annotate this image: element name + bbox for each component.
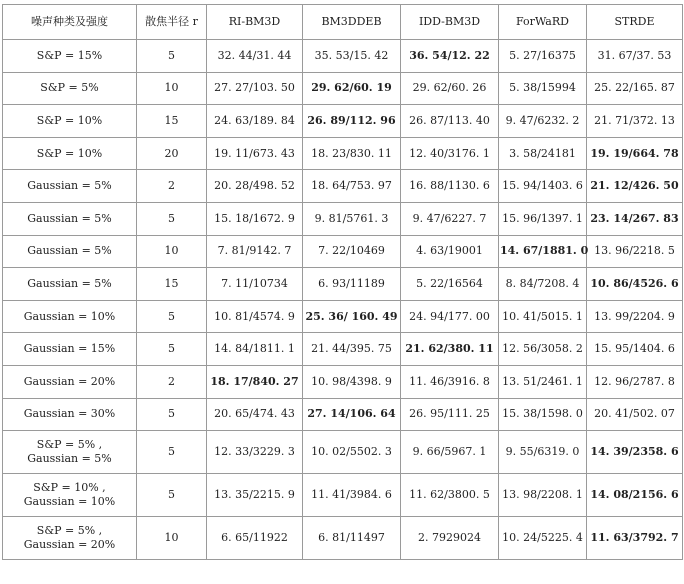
value-cell: 32. 44/31. 44 [207, 40, 303, 73]
value-cell: 7. 81/9142. 7 [207, 235, 303, 268]
noise-line: Gaussian = 5% [27, 452, 112, 466]
radius-cell: 10 [137, 72, 207, 105]
value-cell: 11. 63/3792. 7 [587, 517, 683, 560]
value-cell: 15. 95/1404. 6 [587, 333, 683, 366]
noise-line: Gaussian = 10% [23, 309, 116, 323]
value-cell: 26. 89/112. 96 [303, 105, 401, 138]
value-cell: 13. 96/2218. 5 [587, 235, 683, 268]
header-bm3ddeb: BM3DDEB [303, 5, 401, 40]
value-cell: 36. 54/12. 22 [401, 40, 499, 73]
value-cell: 12. 33/3229. 3 [207, 431, 303, 474]
value-cell: 26. 95/111. 25 [401, 398, 499, 431]
noise-cell [3, 268, 137, 301]
value-cell: 21. 44/395. 75 [303, 333, 401, 366]
noise-line: S&P = 10% [36, 113, 103, 127]
table-row [3, 474, 683, 517]
noise-line: Gaussian = 5% [27, 211, 112, 225]
value-cell: 15. 94/1403. 6 [499, 170, 587, 203]
value-cell: 13. 51/2461. 1 [499, 365, 587, 398]
noise-line: Gaussian = 5% [27, 276, 112, 290]
table-row [3, 333, 683, 366]
noise-line: S&P = 10% [36, 146, 103, 160]
value-cell: 9. 47/6232. 2 [499, 105, 587, 138]
table-row [3, 268, 683, 301]
header-radius: 散焦半径 r [137, 5, 207, 40]
table-row [3, 40, 683, 73]
value-cell: 20. 41/502. 07 [587, 398, 683, 431]
table-row [3, 72, 683, 105]
value-cell: 10. 98/4398. 9 [303, 365, 401, 398]
noise-cell [3, 105, 137, 138]
value-cell: 29. 62/60. 19 [303, 72, 401, 105]
value-cell: 19. 19/664. 78 [587, 137, 683, 170]
header-ri-bm3d: RI-BM3D [207, 5, 303, 40]
value-cell: 14. 39/2358. 6 [587, 431, 683, 474]
value-cell: 13. 35/2215. 9 [207, 474, 303, 517]
value-cell: 9. 66/5967. 1 [401, 431, 499, 474]
noise-cell [3, 365, 137, 398]
value-cell: 9. 81/5761. 3 [303, 202, 401, 235]
table-row [3, 105, 683, 138]
noise-line: Gaussian = 20% [23, 374, 116, 388]
noise-cell [3, 474, 137, 517]
value-cell: 10. 81/4574. 9 [207, 300, 303, 333]
noise-cell [3, 235, 137, 268]
table-row [3, 300, 683, 333]
noise-line: S&P = 5% , [36, 524, 103, 538]
noise-line: S&P = 10% , [33, 481, 106, 495]
value-cell: 27. 14/106. 64 [303, 398, 401, 431]
value-cell: 16. 88/1130. 6 [401, 170, 499, 203]
table-row [3, 170, 683, 203]
value-cell: 5. 38/15994 [499, 72, 587, 105]
value-cell: 19. 11/673. 43 [207, 137, 303, 170]
radius-cell: 20 [137, 137, 207, 170]
table-row [3, 365, 683, 398]
value-cell: 6. 65/11922 [207, 517, 303, 560]
value-cell: 35. 53/15. 42 [303, 40, 401, 73]
header-noise: 噪声种类及强度 [3, 5, 137, 40]
value-cell: 21. 71/372. 13 [587, 105, 683, 138]
header-idd-bm3d: IDD-BM3D [401, 5, 499, 40]
value-cell: 8. 84/7208. 4 [499, 268, 587, 301]
value-cell: 29. 62/60. 26 [401, 72, 499, 105]
value-cell: 25. 22/165. 87 [587, 72, 683, 105]
table-row [3, 517, 683, 560]
header-forward: ForWaRD [499, 5, 587, 40]
noise-line: Gaussian = 5% [27, 244, 112, 258]
value-cell: 14. 67/1881. 0 [499, 235, 587, 268]
value-cell: 12. 56/3058. 2 [499, 333, 587, 366]
value-cell: 12. 40/3176. 1 [401, 137, 499, 170]
noise-line: Gaussian = 30% [23, 407, 116, 421]
value-cell: 25. 36/ 160. 49 [303, 300, 401, 333]
value-cell: 9. 55/6319. 0 [499, 431, 587, 474]
value-cell: 14. 08/2156. 6 [587, 474, 683, 517]
noise-cell [3, 517, 137, 560]
value-cell: 27. 27/103. 50 [207, 72, 303, 105]
radius-cell: 5 [137, 300, 207, 333]
noise-cell [3, 398, 137, 431]
value-cell: 31. 67/37. 53 [587, 40, 683, 73]
table-row [3, 202, 683, 235]
radius-cell: 5 [137, 202, 207, 235]
value-cell: 6. 81/11497 [303, 517, 401, 560]
noise-cell [3, 72, 137, 105]
value-cell: 24. 94/177. 00 [401, 300, 499, 333]
value-cell: 11. 41/3984. 6 [303, 474, 401, 517]
results-table [2, 4, 683, 560]
value-cell: 20. 65/474. 43 [207, 398, 303, 431]
value-cell: 12. 96/2787. 8 [587, 365, 683, 398]
value-cell: 26. 87/113. 40 [401, 105, 499, 138]
noise-cell [3, 137, 137, 170]
noise-cell [3, 202, 137, 235]
noise-cell [3, 333, 137, 366]
radius-cell: 5 [137, 333, 207, 366]
noise-line: Gaussian = 20% [23, 538, 116, 552]
value-cell: 5. 22/16564 [401, 268, 499, 301]
value-cell: 10. 41/5015. 1 [499, 300, 587, 333]
radius-cell: 2 [137, 170, 207, 203]
radius-cell: 5 [137, 398, 207, 431]
noise-line: Gaussian = 5% [27, 179, 112, 193]
table-body [3, 40, 683, 560]
value-cell: 13. 98/2208. 1 [499, 474, 587, 517]
noise-cell [3, 300, 137, 333]
value-cell: 2. 7929024 [401, 517, 499, 560]
value-cell: 4. 63/19001 [401, 235, 499, 268]
radius-cell: 15 [137, 268, 207, 301]
radius-cell: 5 [137, 431, 207, 474]
noise-line: S&P = 5% , [36, 438, 103, 452]
noise-cell [3, 170, 137, 203]
value-cell: 15. 38/1598. 0 [499, 398, 587, 431]
value-cell: 7. 22/10469 [303, 235, 401, 268]
table-row [3, 235, 683, 268]
value-cell: 23. 14/267. 83 [587, 202, 683, 235]
value-cell: 6. 93/11189 [303, 268, 401, 301]
value-cell: 10. 24/5225. 4 [499, 517, 587, 560]
value-cell: 18. 17/840. 27 [207, 365, 303, 398]
header-strde: STRDE [587, 5, 683, 40]
value-cell: 10. 86/4526. 6 [587, 268, 683, 301]
radius-cell: 15 [137, 105, 207, 138]
value-cell: 5. 27/16375 [499, 40, 587, 73]
table-row [3, 137, 683, 170]
value-cell: 14. 84/1811. 1 [207, 333, 303, 366]
noise-line: S&P = 15% [36, 48, 103, 62]
value-cell: 18. 64/753. 97 [303, 170, 401, 203]
value-cell: 11. 62/3800. 5 [401, 474, 499, 517]
radius-cell: 5 [137, 40, 207, 73]
table-row [3, 398, 683, 431]
value-cell: 10. 02/5502. 3 [303, 431, 401, 474]
radius-cell: 2 [137, 365, 207, 398]
value-cell: 15. 96/1397. 1 [499, 202, 587, 235]
value-cell: 21. 62/380. 11 [401, 333, 499, 366]
value-cell: 7. 11/10734 [207, 268, 303, 301]
value-cell: 13. 99/2204. 9 [587, 300, 683, 333]
radius-cell: 10 [137, 517, 207, 560]
value-cell: 9. 47/6227. 7 [401, 202, 499, 235]
header-row [3, 5, 683, 40]
noise-line: Gaussian = 15% [23, 342, 116, 356]
value-cell: 15. 18/1672. 9 [207, 202, 303, 235]
table-row [3, 431, 683, 474]
value-cell: 11. 46/3916. 8 [401, 365, 499, 398]
noise-cell [3, 40, 137, 73]
value-cell: 3. 58/24181 [499, 137, 587, 170]
radius-cell: 5 [137, 474, 207, 517]
noise-line: Gaussian = 10% [23, 495, 116, 509]
value-cell: 24. 63/189. 84 [207, 105, 303, 138]
value-cell: 21. 12/426. 50 [587, 170, 683, 203]
radius-cell: 10 [137, 235, 207, 268]
value-cell: 20. 28/498. 52 [207, 170, 303, 203]
noise-line: S&P = 5% [40, 81, 99, 95]
value-cell: 18. 23/830. 11 [303, 137, 401, 170]
noise-cell [3, 431, 137, 474]
